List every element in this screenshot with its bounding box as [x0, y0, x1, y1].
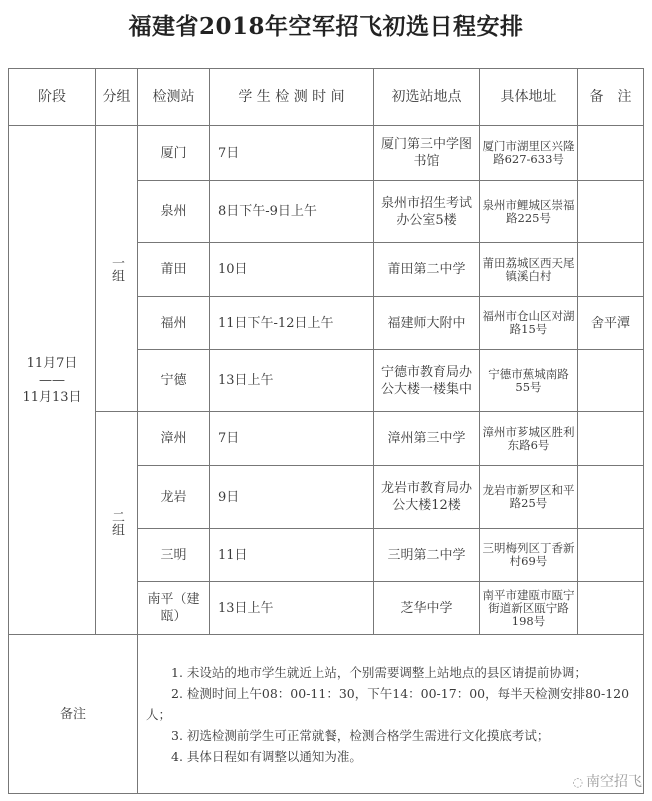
time-cell: 13日上午 [210, 582, 374, 635]
table-row [9, 412, 644, 466]
time-cell: 13日上午 [210, 350, 374, 412]
station-cell: 漳州 [138, 412, 210, 466]
time-cell: 8日下午-9日上午 [210, 181, 374, 243]
header-station: 检测站 [138, 69, 210, 126]
header-group: 分组 [96, 69, 138, 126]
station-cell: 南平（建瓯） [138, 582, 210, 635]
schedule-table [8, 68, 644, 794]
time-cell: 10日 [210, 243, 374, 297]
time-cell: 11日下午-12日上午 [210, 297, 374, 350]
time-cell: 7日 [210, 412, 374, 466]
notes-cell [138, 635, 644, 794]
address-cell: 厦门市湖里区兴隆路627-633号 [480, 126, 578, 181]
remark-cell: 舍平潭 [578, 297, 644, 350]
address-cell: 宁德市蕉城南路55号 [480, 350, 578, 412]
remark-cell [578, 350, 644, 412]
station-cell: 莆田 [138, 243, 210, 297]
site-cell: 芝华中学 [374, 582, 480, 635]
remark-cell [578, 529, 644, 582]
remark-cell [578, 126, 644, 181]
header-address: 具体地址 [480, 69, 578, 126]
site-cell: 漳州第三中学 [374, 412, 480, 466]
remark-cell [578, 412, 644, 466]
header-remark: 备 注 [578, 69, 644, 126]
time-cell: 11日 [210, 529, 374, 582]
site-cell: 福建师大附中 [374, 297, 480, 350]
header-stage: 阶段 [9, 69, 96, 126]
address-cell: 泉州市鲤城区崇福路225号 [480, 181, 578, 243]
time-cell: 7日 [210, 126, 374, 181]
station-cell: 厦门 [138, 126, 210, 181]
note-item: 4. 具体日程如有调整以通知为准。 [171, 748, 362, 764]
address-cell: 莆田荔城区西天尾镇溪白村 [480, 243, 578, 297]
note-item: 1. 未设站的地市学生就近上站，个别需要调整上站地点的县区请提前协调； [171, 664, 587, 680]
site-cell: 龙岩市教育局办公大楼12楼 [374, 466, 480, 529]
time-cell: 9日 [210, 466, 374, 529]
station-cell: 龙岩 [138, 466, 210, 529]
watermark: ◌ 南空招飞 [572, 774, 642, 790]
table-row [9, 126, 644, 181]
address-cell: 龙岩市新罗区和平路25号 [480, 466, 578, 529]
header-time: 学 生 检 测 时 间 [210, 69, 374, 126]
note-item: 3. 初选检测前学生可正常就餐，检测合格学生需进行文化摸底考试； [171, 727, 550, 743]
notes-label: 备注 [9, 635, 138, 794]
group-cell: 一组 [96, 126, 138, 412]
note-item: 2. 检测时间上午08：00-11：30，下午14：00-17：00，每半天检测安排80-120人； [146, 685, 630, 722]
station-cell: 三明 [138, 529, 210, 582]
address-cell: 南平市建瓯市瓯宁街道新区瓯宁路198号 [480, 582, 578, 635]
group-cell: 二组 [96, 412, 138, 635]
document-title: 福建省2018年空军招飞初选日程安排 [128, 13, 524, 40]
remark-cell [578, 466, 644, 529]
header-site: 初选站地点 [374, 69, 480, 126]
header-row [9, 69, 644, 126]
remark-cell [578, 181, 644, 243]
site-cell: 莆田第二中学 [374, 243, 480, 297]
station-cell: 泉州 [138, 181, 210, 243]
station-cell: 宁德 [138, 350, 210, 412]
site-cell: 泉州市招生考试办公室5楼 [374, 181, 480, 243]
remark-cell [578, 582, 644, 635]
address-cell: 漳州市芗城区胜利东路6号 [480, 412, 578, 466]
remark-cell [578, 243, 644, 297]
address-cell: 福州市仓山区对湖路15号 [480, 297, 578, 350]
site-cell: 厦门第三中学图书馆 [374, 126, 480, 181]
notes-row [9, 635, 644, 794]
station-cell: 福州 [138, 297, 210, 350]
stage-cell: 11月7日 —— 11月13日 [9, 126, 96, 635]
address-cell: 三明梅列区丁香新村69号 [480, 529, 578, 582]
site-cell: 宁德市教育局办公大楼一楼集中 [374, 350, 480, 412]
site-cell: 三明第二中学 [374, 529, 480, 582]
wechat-icon: ◌ [572, 775, 583, 789]
